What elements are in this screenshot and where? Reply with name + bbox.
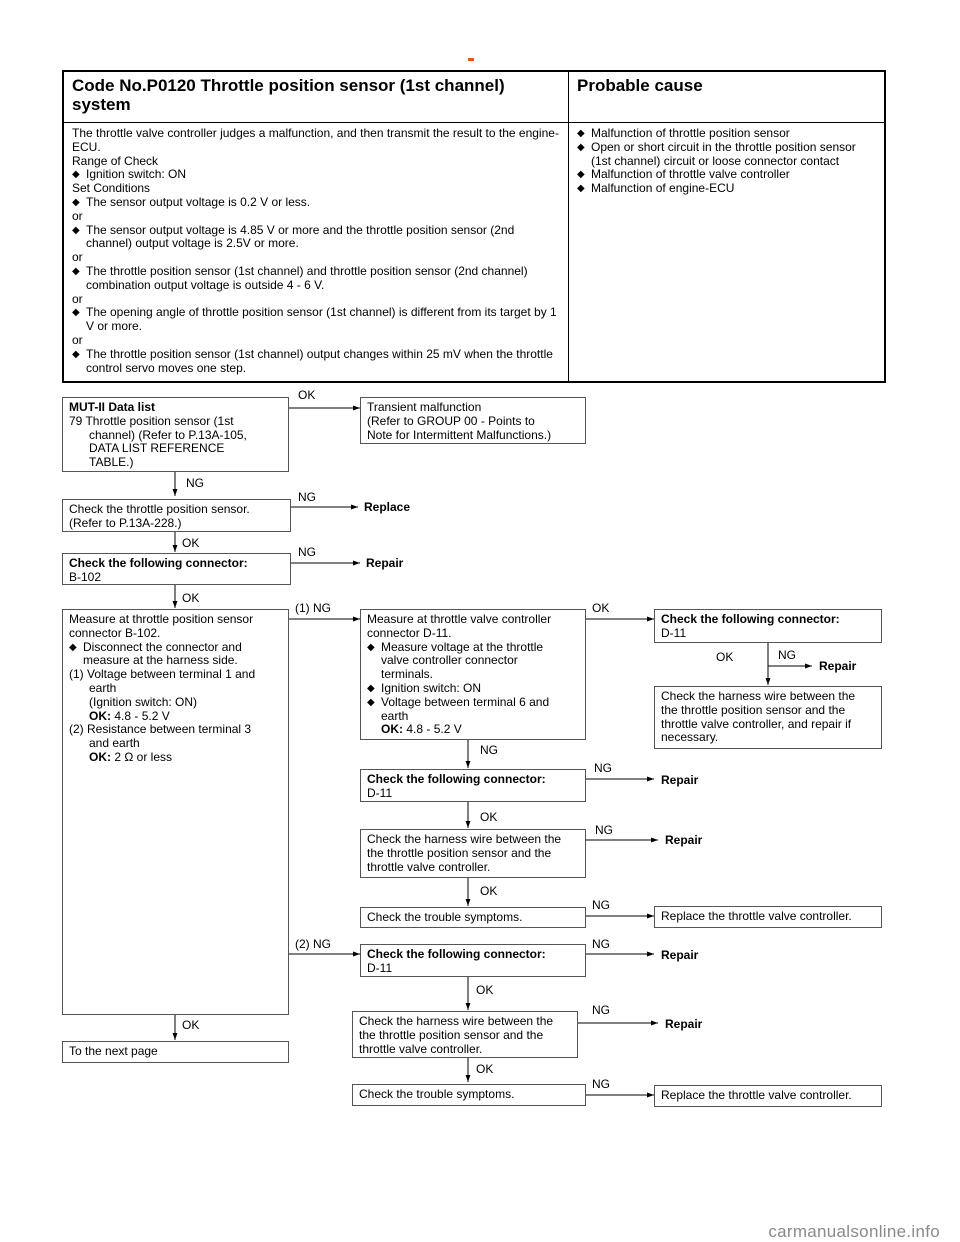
bullet-icon: ◆ (72, 224, 80, 236)
replace-tvc-a-box (654, 906, 882, 928)
harness-a-l1: Check the harness wire between the (367, 832, 562, 846)
probable-cause-text: Malfunction of throttle position sensor (591, 126, 790, 140)
trouble-symptoms-b-box (352, 1084, 586, 1106)
bullet-icon: ◆ (69, 641, 77, 653)
measure-tvc-bullet1 (367, 641, 579, 655)
label-ng-conn-b102: NG (298, 545, 316, 559)
label-ng-harness-b: NG (592, 1003, 610, 1017)
measure-tvc-l2: connector D-11. (367, 625, 452, 640)
condition-bullet-text: The opening angle of throttle position sensor (1st channel) is different from its target by 1 V or more. (86, 305, 557, 334)
measure-tps-l2: connector B-102. (69, 625, 161, 640)
condition-text-line: or (72, 208, 83, 223)
conn-d11-a-value: D-11 (367, 785, 393, 800)
condition-bullet-text: Ignition switch: ON (86, 167, 187, 182)
measure-tvc-ok (367, 723, 579, 737)
label-ng-mut: NG (186, 476, 204, 490)
connector-b102-box (62, 553, 291, 585)
measure-tps-n1c: (Ignition switch: ON) (89, 694, 198, 709)
label-ng-conn-a: NG (594, 761, 612, 775)
measure-tps-ok2 (69, 751, 282, 765)
bullet-icon: ◆ (577, 183, 585, 195)
next-page-text: To the next page (69, 1044, 158, 1058)
condition-text-line: The throttle valve controller judges a malfunction, and then transmit the result to the engine-ECU. (72, 126, 559, 154)
measure-tvc-bullet3 (367, 696, 579, 710)
transient-malfunction-box (360, 397, 586, 444)
measure-tps-b1b: measure at the harness side. (83, 653, 238, 668)
ok1-value: 4.8 - 5.2 V (114, 708, 170, 723)
measure-tvc-b1: Measure voltage at the throttle (381, 639, 544, 654)
label-ng-trouble-a: NG (592, 898, 610, 912)
trouble-symptoms-a-box (360, 907, 586, 928)
label-ng-conn-right: NG (778, 648, 796, 662)
harness-b-l1: Check the harness wire between the (359, 1014, 554, 1028)
label-ok-check-tps: OK (182, 536, 200, 550)
label-repair-conn-b102: Repair (366, 556, 404, 570)
harness-right-l2: the throttle position sensor and the (661, 702, 846, 717)
tvc-ok-label: OK: (381, 722, 403, 737)
next-page-box (62, 1041, 289, 1063)
check-tps-box (62, 499, 291, 532)
conn-b102-title: Check the following connector: (69, 556, 248, 570)
conn-b102-value: B-102 (69, 569, 102, 584)
label-ng-conn-b: NG (592, 937, 610, 951)
label-ng-harness-a: NG (595, 823, 613, 837)
measure-tps-bullet (69, 641, 282, 655)
ok2-value: 2 Ω or less (114, 749, 172, 764)
probable-cause-text: Malfunction of throttle valve controller (591, 167, 790, 182)
measure-tps-n1b: earth (89, 680, 117, 695)
measure-tvc-bullet2 (367, 682, 579, 696)
harness-b-l2: the throttle position sensor and the (359, 1027, 544, 1042)
measure-tvc-l1: Measure at throttle valve controller (367, 612, 552, 626)
condition-bullet-text: The throttle position sensor (1st channel) and throttle position sensor (2nd channel) combination output voltage is outside 4 - 6 V. (86, 263, 528, 292)
replace-b-text: Replace the throttle valve controller. (661, 1088, 852, 1102)
measure-tps-box (62, 609, 289, 1015)
replace-a-text: Replace the throttle valve controller. (661, 909, 852, 923)
condition-bullet-text: The throttle position sensor (1st channel) output changes within 25 mV when the throttle control servo moves one step. (86, 346, 553, 375)
measure-tvc-b3: Voltage between terminal 6 and (381, 694, 550, 709)
mut-line4: TABLE.) (89, 455, 134, 470)
bullet-icon: ◆ (367, 696, 375, 708)
label-repair-harness-b: Repair (665, 1017, 703, 1031)
label-ok-conn-b102: OK (182, 591, 200, 605)
condition-bullet-text: The sensor output voltage is 0.2 V or less. (86, 194, 311, 209)
tvc-ok-value: 4.8 - 5.2 V (406, 722, 462, 737)
bullet-icon: ◆ (72, 265, 80, 277)
harness-a-l3: throttle valve controller. (367, 859, 491, 874)
measure-tvc-b2: Ignition switch: ON (381, 680, 482, 695)
check-tps-line2: (Refer to P.13A-228.) (69, 515, 182, 530)
mut-line1: 79 Throttle position sensor (1st (69, 413, 234, 428)
label-repair-conn-a: Repair (661, 773, 699, 787)
transient-line2: (Refer to GROUP 00 - Points to (367, 413, 535, 428)
label-repair-harness-a: Repair (665, 833, 703, 847)
harness-right-l1: Check the harness wire between the (661, 689, 856, 703)
measure-tps-b1: Disconnect the connector and (83, 639, 242, 654)
condition-bullet-text: The sensor output voltage is 4.85 V or more and the throttle position sensor (2nd channel) output voltage is 2.5V or more. (86, 222, 515, 251)
label-ok-measure: OK (182, 1018, 200, 1032)
measure-tvc-b1c: terminals. (381, 667, 434, 682)
condition-text-line: or (72, 291, 83, 306)
bullet-icon: ◆ (72, 348, 80, 360)
harness-right-box (654, 686, 882, 749)
condition-text-line: Range of Check (72, 153, 159, 168)
label-ng-check-tps: NG (298, 490, 316, 504)
measure-tps-n1: (1) Voltage between terminal 1 and (69, 667, 256, 682)
condition-text-line: or (72, 250, 83, 265)
ok2-label: OK: (89, 749, 111, 764)
transient-line1: Transient malfunction (367, 400, 482, 414)
label-repair-conn-b: Repair (661, 948, 699, 962)
connector-d11-b-box (360, 944, 586, 977)
probable-cause-text: Open or short circuit in the throttle position sensor (1st channel) circuit or loose connector contact (591, 139, 856, 168)
bullet-icon: ◆ (72, 169, 80, 181)
mut-data-list-box (62, 397, 289, 472)
label-ok-harness-a: OK (480, 884, 498, 898)
label-ng1: (1) NG (295, 601, 331, 615)
conn-d11-b-value: D-11 (367, 960, 393, 975)
measure-tps-l1: Measure at throttle position sensor (69, 612, 254, 626)
bullet-icon: ◆ (577, 169, 585, 181)
label-ng-tvc: NG (480, 743, 498, 757)
code-title: Code No.P0120 Throttle position sensor (1st channel) system (72, 76, 505, 114)
trouble-b-text: Check the trouble symptoms. (359, 1087, 515, 1101)
conn-d11-a-title: Check the following connector: (367, 772, 546, 786)
bullet-icon: ◆ (72, 196, 80, 208)
condition-text-line: or (72, 332, 83, 347)
bullet-icon: ◆ (72, 307, 80, 319)
label-repair-conn-right: Repair (819, 659, 857, 673)
measure-tvc-b1b: valve controller connector (381, 653, 518, 668)
probable-cause-title: Probable cause (577, 76, 703, 95)
label-ok-tvc: OK (592, 601, 610, 615)
harness-b-box (352, 1011, 578, 1058)
harness-right-l3: throttle valve controller, and repair if (661, 716, 852, 731)
measure-tps-ok1 (69, 710, 282, 724)
harness-right-l4: necessary. (661, 730, 719, 745)
label-ok-conn-b: OK (476, 983, 494, 997)
bullet-icon: ◆ (367, 682, 375, 694)
label-ng2: (2) NG (295, 937, 331, 951)
label-replace: Replace (364, 500, 411, 514)
bullet-icon: ◆ (577, 141, 585, 153)
label-ok-conn-a: OK (480, 810, 498, 824)
measure-tps-n2: (2) Resistance between terminal 3 (69, 722, 252, 737)
mut-line2: channel) (Refer to P.13A-105, (89, 427, 247, 442)
bullet-icon: ◆ (577, 128, 585, 139)
label-ok-mut: OK (298, 388, 316, 402)
connector-d11-a-box (360, 769, 586, 802)
mut-title: MUT-II Data list (69, 400, 156, 414)
harness-a-l2: the throttle position sensor and the (367, 845, 552, 860)
transient-line3: Note for Intermittent Malfunctions.) (367, 427, 552, 442)
label-ok-harness-b: OK (476, 1062, 494, 1076)
ok1-label: OK: (89, 708, 111, 723)
watermark-text: carmanualsonline.info (768, 1222, 940, 1241)
connector-d11-right-box (654, 609, 882, 643)
conn-d11-right-value: D-11 (661, 625, 687, 640)
conn-d11-b-title: Check the following connector: (367, 947, 546, 961)
probable-cause-text: Malfunction of engine-ECU (591, 181, 735, 196)
replace-tvc-b-box (654, 1085, 882, 1107)
label-ok-conn-right: OK (716, 650, 734, 664)
conn-d11-right-title: Check the following connector: (661, 612, 840, 626)
harness-a-box (360, 829, 586, 878)
condition-text-line: Set Conditions (72, 181, 151, 196)
label-ng-trouble-b: NG (592, 1077, 610, 1091)
harness-b-l3: throttle valve controller. (359, 1041, 483, 1056)
measure-tvc-b3b: earth (381, 708, 409, 723)
measure-tvc-box (360, 609, 586, 740)
mut-line3: DATA LIST REFERENCE (89, 441, 225, 456)
check-tps-line1: Check the throttle position sensor. (69, 502, 250, 516)
measure-tps-n2b: and earth (89, 736, 140, 751)
trouble-a-text: Check the trouble symptoms. (367, 910, 523, 924)
bullet-icon: ◆ (367, 641, 375, 653)
